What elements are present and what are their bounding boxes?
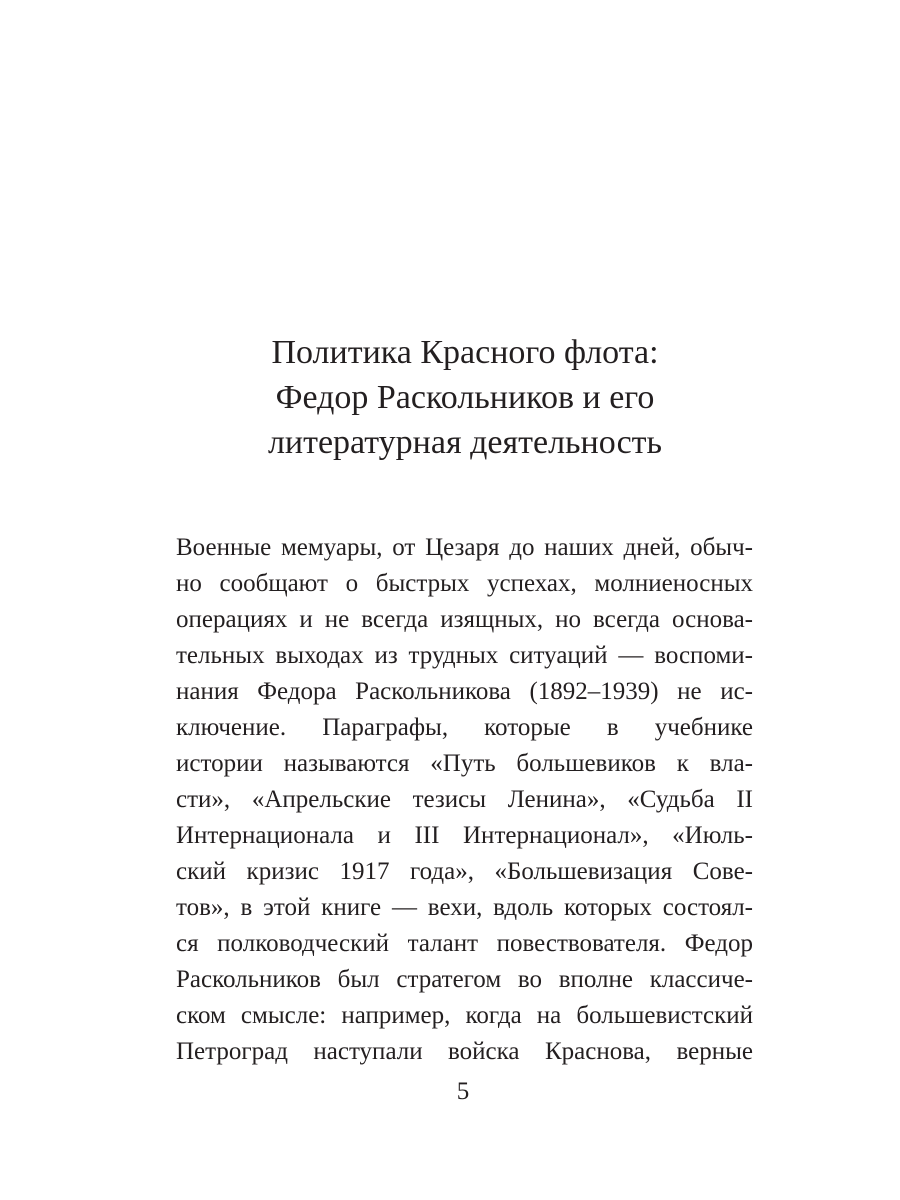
text-line: ский кризис 1917 года», «Большевизация Сове- bbox=[176, 858, 753, 885]
title-line: литературная деятельность bbox=[267, 424, 663, 461]
text-line: Военные мемуары, от Цезаря до наших дней, обыч- bbox=[176, 534, 753, 561]
page-number: 5 bbox=[456, 1078, 470, 1105]
text-line: Петроград наступали войска Краснова, верные bbox=[176, 1038, 753, 1065]
text-line: тельных выходах из трудных ситуаций — воспоми- bbox=[176, 642, 753, 669]
title-line: Политика Красного флота: bbox=[271, 334, 659, 371]
text-line: операциях и не всегда изящных, но всегда основа- bbox=[176, 606, 753, 633]
text-line: ключение. Параграфы, которые в учебнике bbox=[176, 714, 753, 741]
text-line: истории называются «Путь большевиков к вла- bbox=[176, 750, 753, 777]
title-line: Федор Раскольников и его bbox=[275, 379, 655, 416]
body-text bbox=[176, 530, 753, 1070]
text-line: Интернационала и III Интернационал», «Июль- bbox=[176, 822, 753, 849]
text-line: ском смысле: например, когда на большевистский bbox=[176, 1002, 753, 1029]
text-line: сти», «Апрельские тезисы Ленина», «Судьба II bbox=[176, 786, 753, 813]
text-line: Раскольников был стратегом во вполне классиче- bbox=[176, 966, 753, 993]
text-line: ся полководческий талант повествователя. Федор bbox=[176, 930, 753, 957]
text-line: тов», в этой книге — вехи, вдоль которых состоял- bbox=[176, 894, 753, 921]
chapter-title bbox=[0, 330, 900, 465]
text-line: но сообщают о быстрых успехах, молниеносных bbox=[176, 570, 753, 597]
text-line: нания Федора Раскольникова (1892–1939) не ис- bbox=[176, 678, 753, 705]
